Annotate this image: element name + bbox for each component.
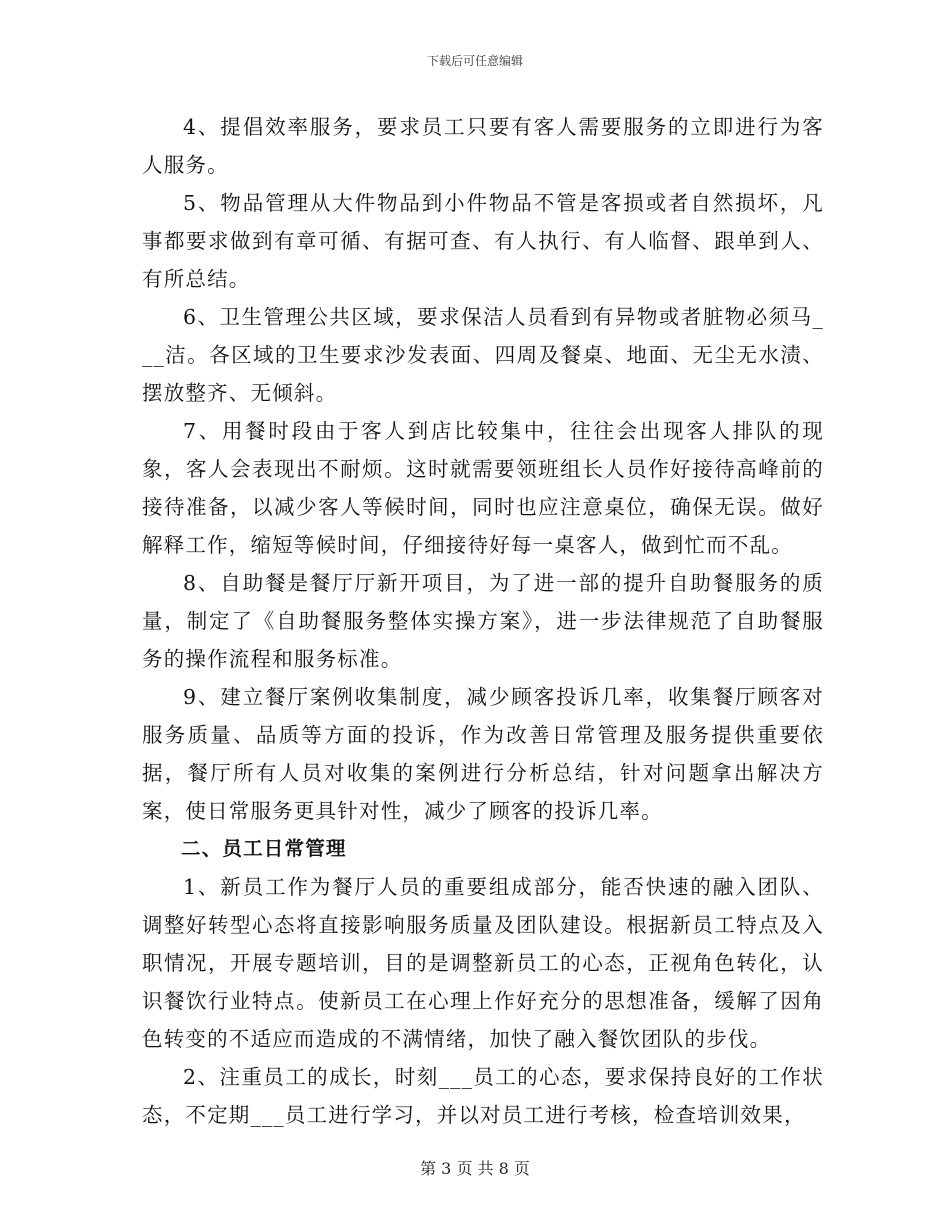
document-body — [142, 108, 824, 1134]
paragraph-item-7: 7、用餐时段由于客人到店比较集中，往往会出现客人排队的现象，客人会表现出不耐烦。这时就需要领班组长人员作好接待高峰前的接待准备，以减少客人等候时间，同时也应注意桌位，确保无误。做好解释工作，缩短等候时间，仔细接待好每一桌客人，做到忙而不乱。 — [142, 419, 824, 557]
paragraph-staff-2: 2、注重员工的成长，时刻___员工的心态，要求保持良好的工作状态，不定期___员工进行学习，并以对员工进行考核，检查培训效果， — [142, 1065, 824, 1127]
paragraph-item-8: 8、自助餐是餐厅厅新开项目，为了进一部的提升自助餐服务的质量，制定了《自助餐服务整体实操方案》，进一步法律规范了自助餐服务的操作流程和服务标准。 — [142, 571, 824, 671]
page-header: 下载后可任意编辑 — [426, 54, 523, 68]
page-footer: 第 3 页 共 8 页 — [420, 1159, 530, 1178]
paragraph-staff-1: 1、新员工作为餐厅人员的重要组成部分，能否快速的融入团队、调整好转型心态将直接影响服务质量及团队建设。根据新员工特点及入职情况，开展专题培训，目的是调整新员工的心态，正视角色转化，认识餐饮行业特点。使新员工在心理上作好充分的思想准备，缓解了因角色转变的不适应而造成的不满情绪，加快了融入餐饮团队的步伐。 — [142, 875, 824, 1051]
paragraph-item-6: 6、卫生管理公共区域，要求保洁人员看到有异物或者脏物必须马___洁。各区域的卫生要求沙发表面、四周及餐桌、地面、无尘无水渍、摆放整齐、无倾斜。 — [142, 305, 824, 405]
paragraph-item-5: 5、物品管理从大件物品到小件物品不管是客损或者自然损坏，凡事都要求做到有章可循、有据可查、有人执行、有人临督、跟单到人、有所总结。 — [142, 191, 824, 291]
paragraph-item-4: 4、提倡效率服务，要求员工只要有客人需要服务的立即进行为客人服务。 — [142, 115, 824, 177]
paragraph-item-9: 9、建立餐厅案例收集制度，减少顾客投诉几率，收集餐厅顾客对服务质量、品质等方面的投诉，作为改善日常管理及服务提供重要依据，餐厅所有人员对收集的案例进行分析总结，针对问题拿出解决方案，使日常服务更具针对性，减少了顾客的投诉几率。 — [142, 685, 824, 823]
section-heading: 二、员工日常管理 — [181, 837, 347, 860]
